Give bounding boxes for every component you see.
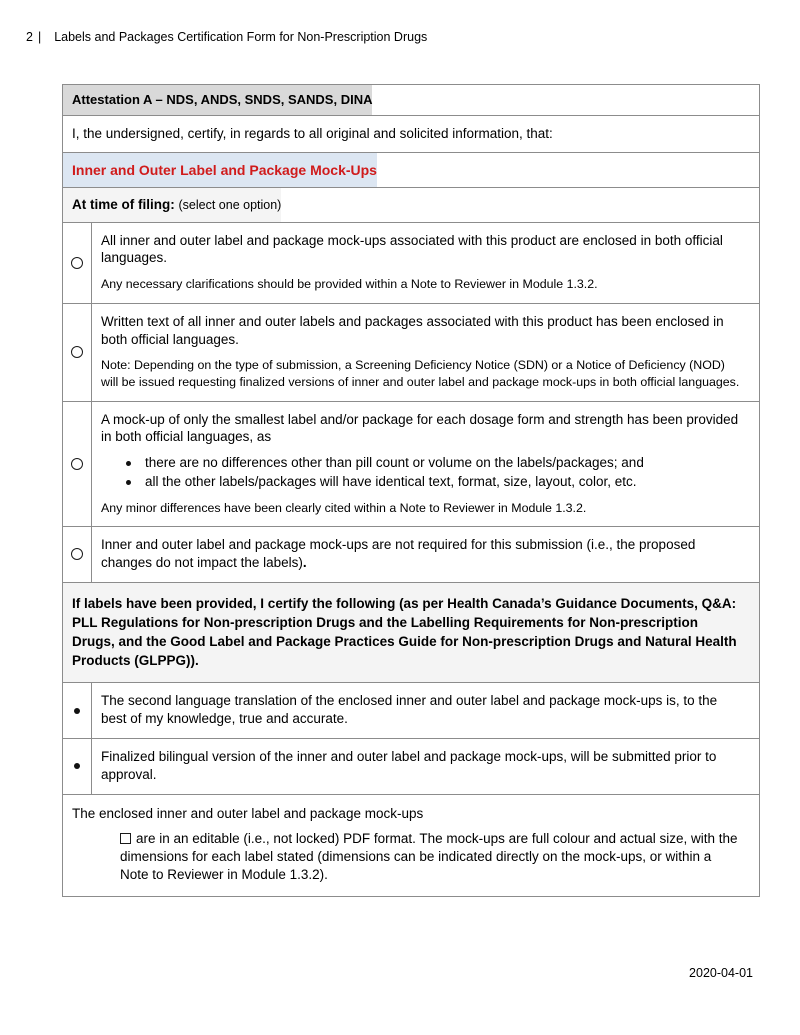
radio-cell-3[interactable] — [63, 402, 92, 527]
intro-text: I, the undersigned, certify, in regards to all original and solicited information, that: — [72, 126, 553, 142]
certify-item-row-2 — [63, 739, 759, 795]
radio-unchecked-icon[interactable] — [71, 548, 83, 560]
footer-date: 2020-04-01 — [689, 966, 753, 980]
subheading-note: (select one option) — [178, 197, 282, 212]
certify-block-text: If labels have been provided, I certify the following (as per Health Canada’s Guidance Documents, Q&A: PLL Regulations for Non-prescription Drugs and the Labelling Requirements for Non-prescription Drugs, and the Good Label and Package Practices Guide for Non-prescription Drugs and Natural Health Products (GLPPG)). — [63, 583, 759, 683]
section-heading-row — [63, 153, 759, 188]
option-bullet-list-3 — [101, 453, 745, 491]
final-lead-text: The enclosed inner and outer label and package mock-ups — [72, 805, 424, 821]
list-item: all the other labels/packages will have identical text, format, size, layout, color, etc. — [145, 472, 745, 491]
certify-block-row — [63, 583, 759, 684]
option-row-3[interactable] — [63, 402, 759, 528]
page-footer — [0, 966, 753, 980]
option-text-4-body: Inner and outer label and package mock-ups are not required for this submission (i.e., the proposed changes do not impact the labels) — [101, 537, 696, 570]
certify-item-row-1 — [63, 683, 759, 739]
option-note-3: Any minor differences have been clearly cited within a Note to Reviewer in Module 1.3.2. — [101, 500, 587, 515]
bullet-cell-1 — [63, 683, 92, 738]
radio-unchecked-icon[interactable] — [71, 346, 83, 358]
attestation-table — [62, 84, 760, 897]
radio-unchecked-icon[interactable] — [71, 458, 83, 470]
subheading-row — [63, 188, 759, 223]
subheading-strong: At time of filing: — [72, 196, 175, 212]
radio-unchecked-icon[interactable] — [71, 257, 83, 269]
option-text-2: Written text of all inner and outer labels and packages associated with this product has been enclosed in both official languages. — [101, 313, 724, 347]
option-content-3 — [92, 402, 759, 527]
option-text-3: A mock-up of only the smallest label and/or package for each dosage form and strength has been provided in both official languages, as — [101, 411, 739, 445]
final-checkbox-line[interactable] — [72, 830, 743, 883]
attestation-title-row — [63, 85, 759, 116]
page-number: 2 — [26, 30, 33, 44]
option-content-4 — [92, 527, 759, 582]
certify-item-content-1 — [92, 683, 759, 738]
radio-cell-4[interactable] — [63, 527, 92, 582]
attestation-title: Attestation A – NDS, ANDS, SNDS, SANDS, DINA — [63, 85, 372, 115]
option-row-2[interactable] — [63, 304, 759, 402]
radio-cell-1[interactable] — [63, 223, 92, 303]
final-block — [63, 795, 759, 896]
option-text-1: All inner and outer label and package mock-ups associated with this product are enclosed in both official languages. — [101, 232, 723, 266]
checkbox-unchecked-icon[interactable] — [120, 833, 131, 844]
option-content-2 — [92, 304, 759, 401]
intro-row — [63, 116, 759, 153]
header-separator: | — [37, 30, 42, 44]
radio-cell-2[interactable] — [63, 304, 92, 401]
bullet-cell-2 — [63, 739, 92, 794]
final-block-row — [63, 795, 759, 896]
certify-item-content-2 — [92, 739, 759, 794]
subheading — [63, 188, 281, 222]
bullet-filled-icon — [74, 708, 80, 714]
final-checkbox-text: are in an editable (i.e., not locked) PDF format. The mock-ups are full colour and actual size, with the dimensions for each label stated (dimensions can be indicated directly on the mock-ups, or within a Note to Reviewer in Module 1.3.2). — [120, 831, 738, 883]
page-header — [26, 30, 760, 45]
list-item: there are no differences other than pill count or volume on the labels/packages; and — [145, 453, 745, 472]
option-note-2: Note: Depending on the type of submission, a Screening Deficiency Notice (SDN) or a Notice of Deficiency (NOD) will be issued requesting finalized versions of inner and outer label and package mock-ups in both official languages. — [101, 358, 740, 389]
option-text-4 — [101, 536, 745, 572]
option-row-1[interactable] — [63, 223, 759, 304]
option-note-1: Any necessary clarifications should be provided within a Note to Reviewer in Module 1.3.2. — [101, 277, 598, 292]
section-heading: Inner and Outer Label and Package Mock-Ups — [63, 153, 377, 187]
bullet-filled-icon — [74, 763, 80, 769]
header-title: Labels and Packages Certification Form for Non-Prescription Drugs — [54, 30, 428, 44]
option-row-4[interactable] — [63, 527, 759, 583]
option-content-1 — [92, 223, 759, 303]
certify-item-text-1: The second language translation of the enclosed inner and outer label and package mock-ups is, to the best of my knowledge, true and accurate. — [101, 693, 718, 727]
certify-item-text-2: Finalized bilingual version of the inner and outer label and package mock-ups, will be submitted prior to approval. — [101, 749, 717, 782]
option-text-4-suffix: . — [302, 554, 307, 570]
